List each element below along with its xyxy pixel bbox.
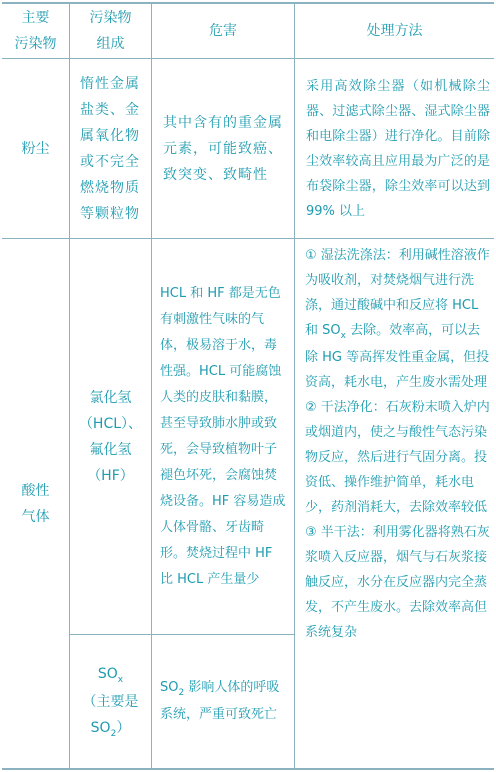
so-hazard: [160, 675, 288, 728]
so-composition-cell: [70, 635, 151, 768]
so-note-sub: 2: [110, 728, 117, 739]
header-composition: [70, 4, 151, 58]
dust-hazard-cell: [163, 59, 285, 238]
dust-composition-cell: [80, 59, 144, 238]
dust-method: 采用高效除尘器（如机械除尘器、过滤式除尘器、湿式除尘器和电除尘器）进行净化。目前除尘效率较高且应用最为广泛的是布袋除尘器，除尘效率可以达到 99% 以上: [306, 78, 490, 219]
acid-method-p1-b: 去除。效率高，可以去除 HG 等高挥发性重金属，但投资高，耗水电，产生废水需处理: [305, 323, 490, 390]
header-hazard: [152, 4, 294, 58]
so-note-line2: [91, 715, 131, 743]
acid-method-cell: [305, 243, 490, 765]
hcl-hazard-cell: [160, 239, 288, 634]
table-bottom-border: [2, 768, 494, 770]
acid-method-p1-sub: x: [340, 331, 346, 341]
header-hazard-text: 危害: [209, 23, 237, 39]
dust-hazard: 其中含有的重金属元素，可能致癌、致突变、致畸性: [163, 114, 283, 183]
dust-composition: 惰性金属盐类、金属氧化物或不完全燃烧物质等颗粒物: [80, 75, 140, 222]
hcl-composition: 氯化氢 （HCL）、 氟化氢 （HF）: [78, 389, 143, 484]
so-composition: [98, 661, 123, 689]
so-composition-main: SO: [97, 665, 118, 682]
acid-method-p1-a: ① 湿法洗涤法：利用碱性溶液作为吸收剂，对焚烧烟气进行洗涤，通过酸碱中和反应将 HCL 和 SO: [305, 248, 490, 338]
so-hazard-sub: 2: [178, 688, 185, 698]
acid-method-p3: ③ 半干法：利用雾化器将熟石灰浆喷入反应器，烟气与石灰浆接触反应，水分在反应器内完全蒸发，不产生废水。去除效率高但系统复杂: [305, 525, 490, 640]
hcl-composition-cell: [70, 239, 151, 634]
so-composition-sub: x: [117, 674, 124, 685]
hcl-hazard: HCL 和 HF 都是无色有刺激性气味的气体，极易溶于水，毒性强。HCL 可能腐蚀人类的皮肤和黏膜，甚至导致肺水肿或致死，会导致植物叶子褪色坏死，会腐蚀焚烧设备。HF 容易造成人体骨骼、牙齿畸形。焚烧过程中 HF 比 HCL 产生量少: [160, 285, 286, 587]
so-note-suffix: ）: [116, 719, 131, 736]
header-composition-text: 污染物 组成: [89, 10, 132, 52]
so-hazard-cell: [160, 635, 288, 768]
dust-pollutant-cell: [2, 59, 69, 238]
header-method: [295, 4, 494, 58]
dust-method-cell: [306, 59, 490, 238]
so-hazard-main: SO: [160, 680, 179, 695]
so-note-line1: （主要是: [82, 693, 139, 710]
acid-pollutant-cell: [2, 239, 69, 768]
col-divider-3: [294, 3, 295, 769]
acid-method-p2: ② 干法净化：石灰粉末喷入炉内或烟道内，使之与酸性气态污染物反应，然后进行气固分离。投资低、操作维护简单，耗水电少，药剂消耗大，去除效率较低: [305, 400, 490, 515]
header-main-pollutant: [2, 4, 69, 58]
acid-pollutant: 酸性 气体: [21, 482, 50, 525]
header-main-pollutant-text: 主要 污染物: [14, 10, 57, 52]
header-method-text: 处理方法: [366, 23, 423, 39]
so-note-main: SO: [90, 719, 111, 736]
col-divider-2: [151, 3, 152, 769]
acid-method-p1: [305, 243, 490, 395]
dust-pollutant: 粉尘: [21, 140, 50, 157]
so-hazard-text: 影响人体的呼吸系统，严重可致死亡: [160, 680, 280, 722]
